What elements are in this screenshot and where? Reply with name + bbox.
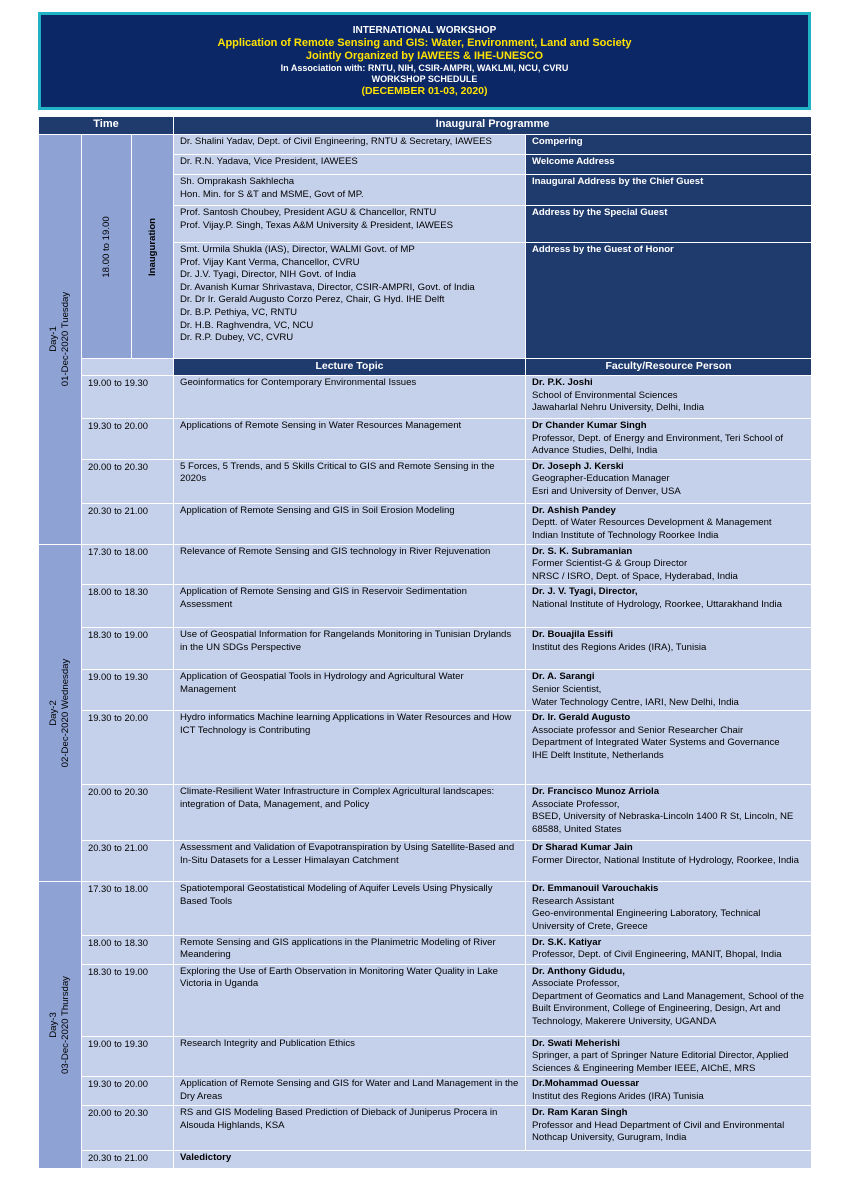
- faculty-affiliation: Associate professor and Senior Researcher Chair: [532, 724, 744, 736]
- lecture-time: 17.30 to 18.00: [82, 544, 174, 585]
- day-1-text: [48, 292, 72, 386]
- lecture-time: 18.30 to 19.00: [82, 964, 174, 1036]
- lecture-faculty: [526, 1077, 812, 1106]
- faculty-name: Dr. Ashish Pandey: [532, 504, 616, 516]
- inaug-role: Inaugural Address by the Chief Guest: [526, 175, 812, 206]
- inaug-names: [174, 243, 526, 359]
- valedictory-time: 20.30 to 21.00: [82, 1151, 174, 1169]
- faculty-affiliation: Institut des Regions Arides (IRA) Tunisia: [532, 1090, 704, 1102]
- lecture-time: 17.30 to 18.00: [82, 882, 174, 935]
- faculty-name: Dr. Joseph J. Kerski: [532, 460, 624, 472]
- faculty-name: Dr. P.K. Joshi: [532, 377, 593, 388]
- faculty-affiliation: Water Technology Centre, IARI, New Delhi, India: [532, 696, 739, 708]
- lecture-faculty: [526, 670, 812, 711]
- lecture-topic: Remote Sensing and GIS applications in the Planimetric Modeling of River Meandering: [174, 935, 526, 964]
- lecture-faculty: [526, 376, 812, 419]
- lecture-row: [39, 585, 812, 628]
- day-3-label-text: [48, 976, 72, 1074]
- inaug-role: Address by the Guest of Honor: [526, 243, 812, 359]
- faculty-affiliation: IHE Delft Institute, Netherlands: [532, 749, 664, 761]
- lecture-header-row: [39, 359, 812, 376]
- header-line-1: INTERNATIONAL WORKSHOP: [352, 25, 497, 36]
- faculty-affiliation: Institut des Regions Arides (IRA), Tunisia: [532, 641, 707, 653]
- lecture-row: [39, 785, 812, 841]
- inaug-names: [174, 206, 526, 243]
- lecture-faculty: [526, 935, 812, 964]
- faculty-affiliation: Geographer-Education Manager: [532, 473, 670, 485]
- inaug-label-text: Inauguration: [146, 217, 158, 276]
- lecture-time: 19.30 to 20.00: [82, 1077, 174, 1106]
- lecture-faculty: [526, 419, 812, 460]
- inaug-name: Hon. Min. for S &T and MSME, Govt of MP.: [180, 188, 364, 200]
- lecture-time: 20.00 to 20.30: [82, 1106, 174, 1151]
- faculty-affiliation: Senior Scientist,: [532, 683, 602, 695]
- faculty-affiliation: Esri and University of Denver, USA: [532, 485, 681, 497]
- lecture-row: [39, 670, 812, 711]
- lecture-time: 19.00 to 19.30: [82, 1036, 174, 1077]
- day-3-label-name: Day-3: [48, 1012, 59, 1039]
- inaug-row: [39, 135, 812, 155]
- lecture-topic: Exploring the Use of Earth Observation in Monitoring Water Quality in Lake Victoria in Uganda: [174, 964, 526, 1036]
- lecture-time: 18.00 to 18.30: [82, 935, 174, 964]
- inaugural-header: Inaugural Programme: [174, 117, 812, 135]
- faculty-affiliation: NRSC / ISRO, Dept. of Space, Hyderabad, India: [532, 570, 738, 582]
- lecture-topic: Hydro informatics Machine learning Applications in Water Resources and How ICT Technology is Contributing: [174, 711, 526, 785]
- faculty-affiliation: Professor, Dept. of Energy and Environment, Teri School of Advance Studies, Delhi, India: [532, 432, 783, 457]
- lecture-topic-header: Lecture Topic: [174, 359, 526, 376]
- lecture-topic: Application of Remote Sensing and GIS for Water and Land Management in the Dry Areas: [174, 1077, 526, 1106]
- schedule-table: [38, 116, 812, 1169]
- inaug-name: Smt. Urmila Shukla (IAS), Director, WALMI Govt. of MP: [180, 244, 415, 255]
- lecture-topic: Relevance of Remote Sensing and GIS technology in River Rejuvenation: [174, 544, 526, 585]
- lecture-faculty: [526, 628, 812, 670]
- lecture-time: 18.00 to 18.30: [82, 585, 174, 628]
- lecture-row: [39, 935, 812, 964]
- lecture-time: 18.30 to 19.00: [82, 628, 174, 670]
- faculty-affiliation: Department of Integrated Water Systems and Governance: [532, 737, 780, 749]
- faculty-affiliation: Geo-environmental Engineering Laboratory, Technical University of Crete, Greece: [532, 908, 761, 932]
- lecture-row: [39, 628, 812, 670]
- faculty-affiliation: Former Director, National Institute of Hydrology, Roorkee, India: [532, 854, 799, 866]
- day-2-label-name: Day-2: [48, 700, 59, 726]
- lecture-header-spacer: [82, 359, 174, 376]
- faculty-affiliation: Indian Institute of Technology Roorkee India: [532, 529, 719, 541]
- lecture-topic: Assessment and Validation of Evapotranspiration by Using Satellite-Based and In-Situ Datasets for a Lesser Himalayan Catchment: [174, 841, 526, 882]
- day-2-label-text: [48, 659, 72, 768]
- schedule-body: [39, 135, 812, 1169]
- lecture-faculty: [526, 1106, 812, 1151]
- faculty-name: Dr. J. V. Tyagi, Director,: [532, 586, 638, 598]
- faculty-name: Dr. Anthony Gidudu,: [532, 965, 625, 977]
- inaug-name: Prof. Vijay.P. Singh, Texas A&M University & President, IAWEES: [180, 219, 454, 231]
- lecture-topic: Application of Geospatial Tools in Hydrology and Agricultural Water Management: [174, 670, 526, 711]
- lecture-time: 19.00 to 19.30: [82, 670, 174, 711]
- lecture-row: [39, 544, 812, 585]
- inaug-label: [132, 135, 174, 359]
- faculty-name: Dr. S. K. Subramanian: [532, 545, 633, 557]
- faculty-affiliation: National Institute of Hydrology, Roorkee, Uttarakhand India: [532, 598, 782, 610]
- lecture-row: [39, 841, 812, 882]
- lecture-row: [39, 711, 812, 785]
- lecture-faculty: [526, 459, 812, 503]
- lecture-row: [39, 459, 812, 503]
- inaug-names: [174, 155, 526, 175]
- faculty-name: Dr. Emmanouil Varouchakis: [532, 883, 659, 895]
- lecture-row: [39, 882, 812, 935]
- faculty-name: Dr. Ram Karan Singh: [532, 1107, 628, 1119]
- day-2-label: [39, 544, 82, 882]
- inaug-name: Sh. Omprakash Sakhlecha: [180, 176, 295, 187]
- inaug-time: [82, 135, 132, 359]
- header-line-5: WORKSHOP SCHEDULE: [371, 74, 478, 84]
- lecture-time: 19.30 to 20.00: [82, 711, 174, 785]
- inaug-name: Dr. J.V. Tyagi, Director, NIH Govt. of India: [180, 269, 356, 281]
- header-line-4: In Association with: RNTU, NIH, CSIR-AMPRI, WAKLMI, NCU, CVRU: [280, 63, 569, 73]
- lecture-faculty: [526, 882, 812, 935]
- lecture-row: [39, 419, 812, 460]
- lecture-faculty: [526, 841, 812, 882]
- lecture-row: [39, 376, 812, 419]
- faculty-affiliation: BSED, University of Nebraska-Lincoln 1400 R St, Lincoln, NE 68588, United States: [532, 811, 794, 835]
- faculty-affiliation: Deptt. of Water Resources Development & Management: [532, 517, 772, 529]
- inaug-role: Welcome Address: [526, 155, 812, 175]
- faculty-name: Dr Chander Kumar Singh: [532, 420, 647, 431]
- inaug-name: Dr. B.P. Pethiya, VC, RNTU: [180, 306, 298, 318]
- inaug-name: Prof. Santosh Choubey, President AGU & Chancellor, RNTU: [180, 207, 437, 218]
- inaug-role: Address by the Special Guest: [526, 206, 812, 243]
- lecture-time: 19.30 to 20.00: [82, 419, 174, 460]
- faculty-name: Dr. Francisco Munoz Arriola: [532, 786, 660, 798]
- lecture-topic: RS and GIS Modeling Based Prediction of Dieback of Juniperus Procera in Alsouda Highlands, KSA: [174, 1106, 526, 1151]
- header-line-2: Application of Remote Sensing and GIS: Water, Environment, Land and Society: [217, 37, 632, 49]
- faculty-name: Dr. Ir. Gerald Augusto: [532, 712, 631, 724]
- inaug-role: Compering: [526, 135, 812, 155]
- inaug-names: [174, 135, 526, 155]
- header-line-3: Jointly Organized by IAWEES & IHE-UNESCO: [305, 50, 544, 62]
- day-3-label-date: 03-Dec-2020 Thursday: [60, 976, 71, 1075]
- inaug-name: Dr. H.B. Raghvendra, VC, NCU: [180, 319, 314, 331]
- inaug-name: Prof. Vijay Kant Verma, Chancellor, CVRU: [180, 256, 360, 268]
- lecture-faculty: [526, 503, 812, 544]
- day-2-label-date: 02-Dec-2020 Wednesday: [60, 658, 71, 768]
- lecture-topic: Application of Remote Sensing and GIS in Soil Erosion Modeling: [174, 503, 526, 544]
- lecture-topic: Applications of Remote Sensing in Water Resources Management: [174, 419, 526, 460]
- faculty-name: Dr. Swati Meherishi: [532, 1037, 620, 1049]
- lecture-row: [39, 1077, 812, 1106]
- faculty-name: Dr. S.K. Katiyar: [532, 936, 602, 948]
- faculty-affiliation: Associate Professor,: [532, 798, 620, 810]
- lecture-time: 20.00 to 20.30: [82, 785, 174, 841]
- day-1-label: [39, 135, 82, 545]
- lecture-time: 20.30 to 21.00: [82, 503, 174, 544]
- lecture-topic: Climate-Resilient Water Infrastructure in Complex Agricultural landscapes: integration of Data, Management, and Policy: [174, 785, 526, 841]
- lecture-row: [39, 503, 812, 544]
- faculty-affiliation: Springer, a part of Springer Nature Editorial Director, Applied Sciences & Engineering Member IEEE, AIChE, MRS: [532, 1050, 789, 1074]
- lecture-row: [39, 1106, 812, 1151]
- inaug-names: [174, 175, 526, 206]
- lecture-faculty: [526, 711, 812, 785]
- faculty-header: Faculty/Resource Person: [526, 359, 812, 376]
- lecture-topic: Research Integrity and Publication Ethics: [174, 1036, 526, 1077]
- faculty-affiliation: Department of Geomatics and Land Management, School of the Built Environment, College of Engineering, Design, Art and Technology, Makerere University, UGANDA: [532, 990, 804, 1027]
- faculty-affiliation: Professor, Dept. of Civil Engineering, MANIT, Bhopal, India: [532, 949, 782, 961]
- faculty-affiliation: Associate Professor,: [532, 978, 620, 990]
- header-line-6: (DECEMBER 01-03, 2020): [361, 85, 488, 97]
- lecture-faculty: [526, 785, 812, 841]
- lecture-faculty: [526, 964, 812, 1036]
- lecture-topic: Use of Geospatial Information for Rangelands Monitoring in Tunisian Drylands in the UN SDGs Perspective: [174, 628, 526, 670]
- time-header: Time: [39, 117, 174, 135]
- inaug-name: Dr. R.P. Dubey, VC, CVRU: [180, 332, 294, 344]
- lecture-faculty: [526, 544, 812, 585]
- faculty-name: Dr. Bouajila Essifi: [532, 629, 614, 641]
- inaug-name: Dr. Shalini Yadav, Dept. of Civil Engineering, RNTU & Secretary, IAWEES: [180, 136, 492, 147]
- inaug-name: Dr. Dr Ir. Gerald Augusto Corzo Perez, Chair, G Hyd. IHE Delft: [180, 294, 445, 306]
- day-1-name: Day-1: [48, 326, 59, 353]
- lecture-topic: 5 Forces, 5 Trends, and 5 Skills Critical to GIS and Remote Sensing in the 2020s: [174, 459, 526, 503]
- lecture-time: 20.30 to 21.00: [82, 841, 174, 882]
- lecture-row: [39, 964, 812, 1036]
- lecture-row: [39, 1036, 812, 1077]
- faculty-affiliation: Professor and Head Department of Civil and Environmental Nothcap University, Gurugram, India: [532, 1119, 785, 1144]
- faculty-affiliation: Jawaharlal Nehru University, Delhi, India: [532, 402, 705, 414]
- faculty-name: Dr Sharad Kumar Jain: [532, 842, 633, 854]
- inaug-name: Dr. R.N. Yadava, Vice President, IAWEES: [180, 156, 358, 167]
- lecture-time: 20.00 to 20.30: [82, 459, 174, 503]
- lecture-faculty: [526, 1036, 812, 1077]
- inaug-time-text: 18.00 to 19.00: [100, 215, 112, 278]
- lecture-topic: Spatiotemporal Geostatistical Modeling of Aquifer Levels Using Physically Based Tools: [174, 882, 526, 935]
- faculty-affiliation: School of Environmental Sciences: [532, 389, 678, 401]
- lecture-topic: Geoinformatics for Contemporary Environmental Issues: [174, 376, 526, 419]
- workshop-header: [38, 12, 811, 110]
- lecture-faculty: [526, 585, 812, 628]
- valedictory-row: [39, 1151, 812, 1169]
- lecture-time: 19.00 to 19.30: [82, 376, 174, 419]
- faculty-affiliation: Research Assistant: [532, 895, 615, 907]
- day-1-date: 01-Dec-2020 Tuesday: [60, 292, 71, 387]
- header-row: [39, 117, 812, 135]
- valedictory-label: Valedictory: [174, 1151, 812, 1169]
- faculty-name: Dr.Mohammad Ouessar: [532, 1078, 640, 1090]
- inaug-name: Dr. Avanish Kumar Shrivastava, Director, CSIR-AMPRI, Govt. of India: [180, 281, 475, 293]
- faculty-name: Dr. A. Sarangi: [532, 671, 595, 683]
- lecture-topic: Application of Remote Sensing and GIS in Reservoir Sedimentation Assessment: [174, 585, 526, 628]
- day-3-label: [39, 882, 82, 1169]
- faculty-affiliation: Former Scientist-G & Group Director: [532, 558, 688, 570]
